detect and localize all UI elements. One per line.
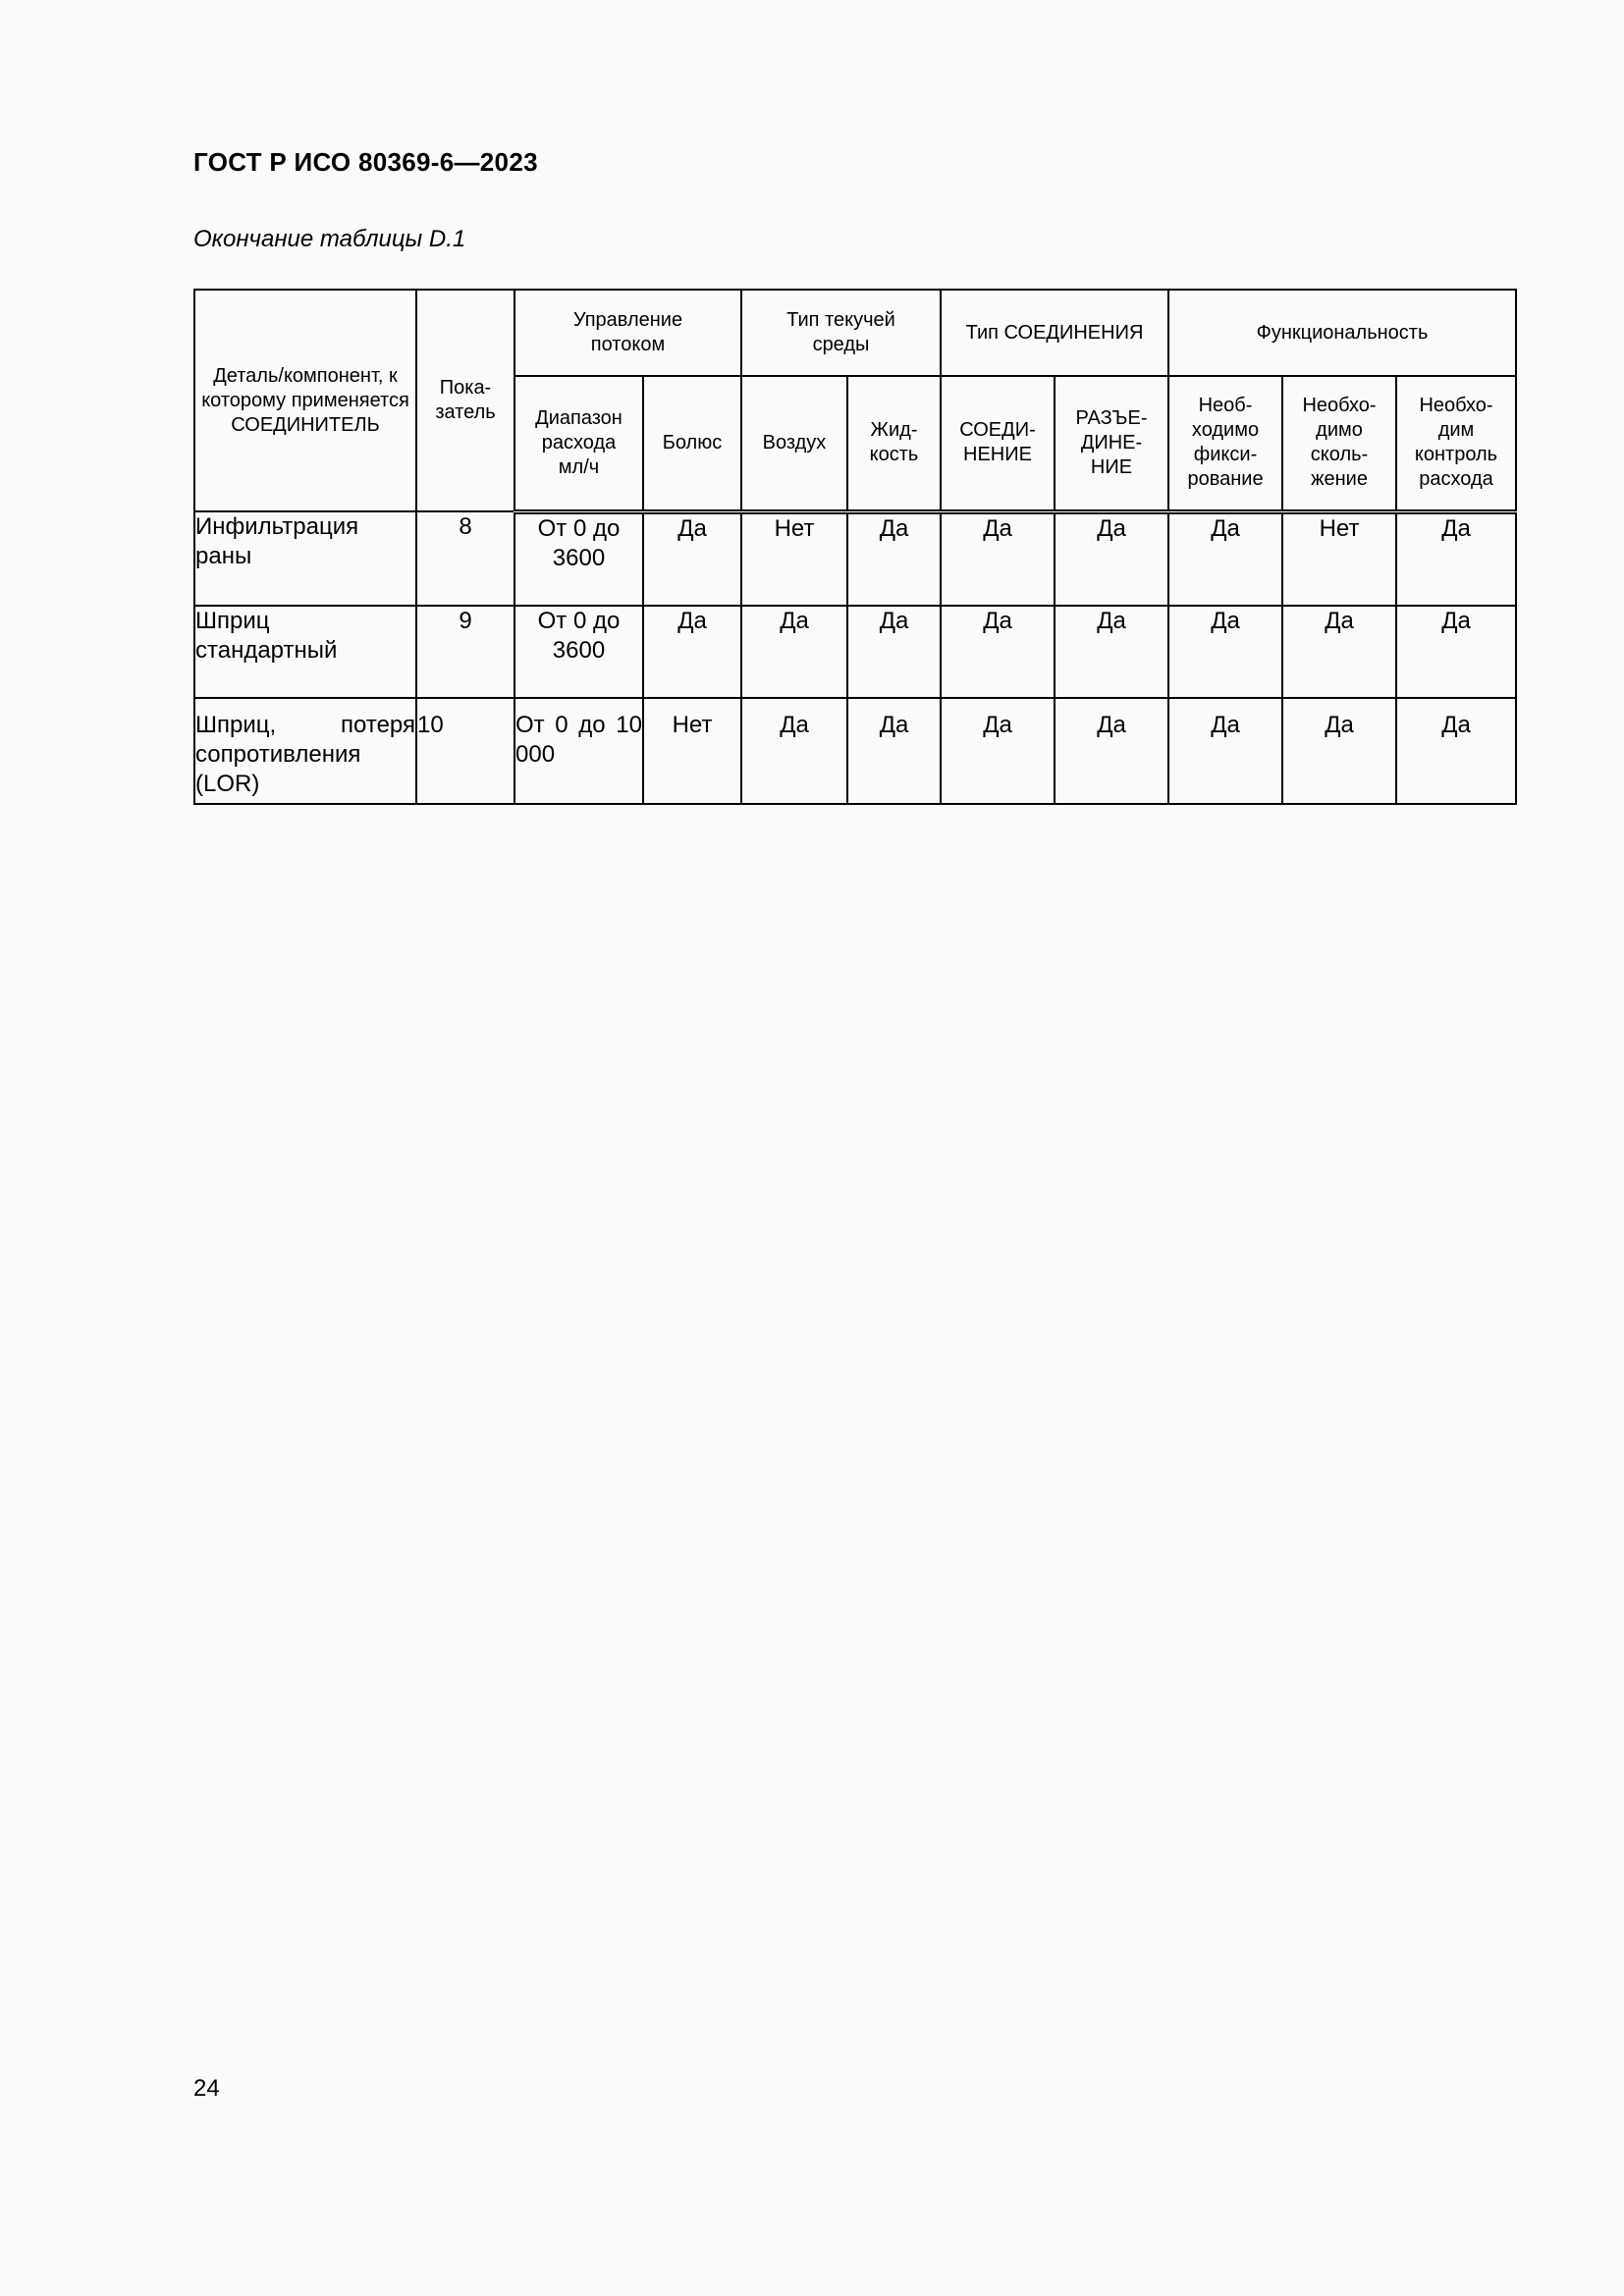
- document-header: ГОСТ Р ИСО 80369-6—2023: [193, 147, 538, 177]
- cell-connect: Да: [941, 698, 1055, 804]
- cell-liquid: Да: [847, 511, 941, 606]
- cell-bolus: Да: [643, 511, 741, 606]
- cell-part: Инфильтрация раны: [194, 511, 416, 606]
- header-fixation: Необ- ходимо фикси- рование: [1168, 376, 1282, 511]
- cell-sliding: Да: [1282, 606, 1396, 698]
- header-index: Пока- затель: [416, 290, 514, 511]
- cell-index: 9: [416, 606, 514, 698]
- cell-disconnect: Да: [1055, 698, 1168, 804]
- cell-flow-range: От 0 до 3600: [514, 511, 643, 606]
- cell-liquid: Да: [847, 698, 941, 804]
- cell-disconnect: Да: [1055, 511, 1168, 606]
- cell-air: Нет: [741, 511, 847, 606]
- cell-flow-range: От 0 до 10 000: [514, 698, 643, 804]
- header-group-flow: Управление потоком: [514, 290, 741, 376]
- header-air: Воздух: [741, 376, 847, 511]
- cell-flow-control: Да: [1396, 698, 1516, 804]
- cell-air: Да: [741, 698, 847, 804]
- cell-fixation: Да: [1168, 606, 1282, 698]
- cell-connect: Да: [941, 606, 1055, 698]
- page-number: 24: [193, 2075, 220, 2102]
- cell-part: Шприц, потеря сопротивления (LOR): [194, 698, 416, 804]
- header-bolus: Болюс: [643, 376, 741, 511]
- header-group-fluid: Тип текучей среды: [741, 290, 941, 376]
- cell-disconnect: Да: [1055, 606, 1168, 698]
- cell-part: Шприц стандартный: [194, 606, 416, 698]
- header-disconnect: РАЗЪЕ- ДИНЕ- НИЕ: [1055, 376, 1168, 511]
- table-row: [194, 511, 1516, 606]
- header-sliding: Необхо- димо сколь- жение: [1282, 376, 1396, 511]
- table-caption: Окончание таблицы D.1: [193, 226, 466, 252]
- cell-liquid: Да: [847, 606, 941, 698]
- header-row-groups: [194, 290, 1516, 376]
- data-table: [193, 289, 1517, 805]
- cell-fixation: Да: [1168, 698, 1282, 804]
- header-flow-control: Необхо- дим контроль расхода: [1396, 376, 1516, 511]
- table-row: [194, 698, 1516, 804]
- cell-index: 8: [416, 511, 514, 606]
- cell-connect: Да: [941, 511, 1055, 606]
- cell-sliding: Нет: [1282, 511, 1396, 606]
- cell-flow-control: Да: [1396, 606, 1516, 698]
- cell-index: 10: [416, 698, 514, 804]
- header-flow-range: Диапазон расхода мл/ч: [514, 376, 643, 511]
- header-group-connection: Тип СОЕДИНЕНИЯ: [941, 290, 1168, 376]
- cell-sliding: Да: [1282, 698, 1396, 804]
- table-row: [194, 606, 1516, 698]
- header-liquid: Жид- кость: [847, 376, 941, 511]
- header-group-functionality: Функциональность: [1168, 290, 1516, 376]
- cell-flow-range: От 0 до 3600: [514, 606, 643, 698]
- header-connect: СОЕДИ- НЕНИЕ: [941, 376, 1055, 511]
- cell-flow-control: Да: [1396, 511, 1516, 606]
- cell-air: Да: [741, 606, 847, 698]
- cell-bolus: Да: [643, 606, 741, 698]
- cell-bolus: Нет: [643, 698, 741, 804]
- header-part: Деталь/компонент, к которому применяется СОЕДИНИТЕЛЬ: [194, 290, 416, 511]
- cell-fixation: Да: [1168, 511, 1282, 606]
